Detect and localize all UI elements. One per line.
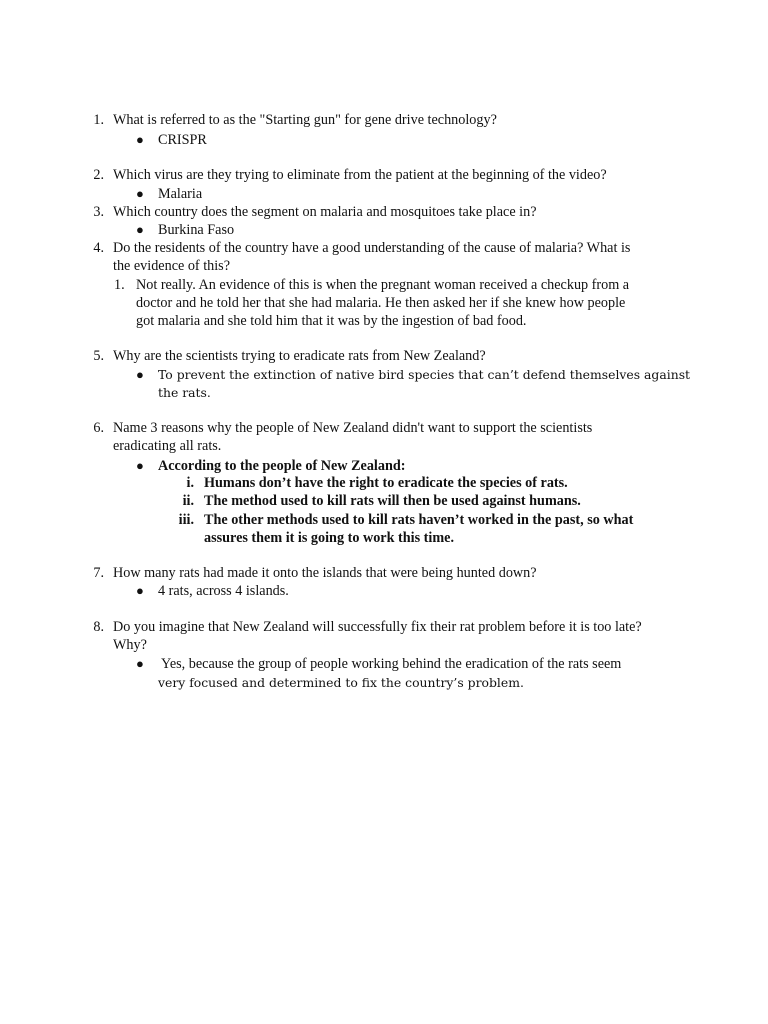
answer-text: To prevent the extinction of native bird species that can’t defend themselves against <box>158 367 691 382</box>
reason-numeral: iii. <box>178 512 194 528</box>
question-text: How many rats had made it onto the islands that were being hunted down? <box>113 565 537 581</box>
answer-text: According to the people of New Zealand: <box>158 458 406 474</box>
answer-text: Burkina Faso <box>158 222 235 238</box>
reason-text: assures them it is going to work this time. <box>204 530 454 546</box>
answer-text: doctor and he told her that she had malaria. He then asked her if she knew how people <box>136 295 626 311</box>
bullet-icon: ● <box>136 222 144 237</box>
question-number: 8. <box>93 619 104 635</box>
question-text: What is referred to as the "Starting gun" for gene drive technology? <box>113 112 497 128</box>
answer-text: 4 rats, across 4 islands. <box>158 583 289 599</box>
bullet-icon: ● <box>136 583 144 598</box>
answer-text: very focused and determined to fix the country’s problem. <box>158 675 524 690</box>
bullet-icon: ● <box>136 186 144 201</box>
question-text: Name 3 reasons why the people of New Zealand didn't want to support the scientists <box>113 420 593 436</box>
sub-answer-number: 1. <box>114 277 125 293</box>
question-text: Why are the scientists trying to eradicate rats from New Zealand? <box>113 348 486 364</box>
question-text: Which virus are they trying to eliminate from the patient at the beginning of the video? <box>113 167 607 183</box>
question-text: Why? <box>113 637 147 653</box>
reason-numeral: i. <box>186 475 194 491</box>
answer-text: CRISPR <box>158 132 207 148</box>
bullet-icon: ● <box>136 656 144 671</box>
question-number: 5. <box>93 348 104 364</box>
question-number: 4. <box>93 240 104 256</box>
bullet-icon: ● <box>136 367 144 382</box>
answer-text: Yes, because the group of people working behind the eradication of the rats seem <box>158 656 622 672</box>
question-number: 6. <box>93 420 104 436</box>
question-text: eradicating all rats. <box>113 438 222 454</box>
answer-text: got malaria and she told him that it was by the ingestion of bad food. <box>136 313 527 329</box>
answer-text: Malaria <box>158 186 203 202</box>
reason-text: The method used to kill rats will then be used against humans. <box>204 493 581 509</box>
question-text: the evidence of this? <box>113 258 230 274</box>
answer-text: Not really. An evidence of this is when the pregnant woman received a checkup from a <box>136 277 630 293</box>
question-number: 7. <box>93 565 104 581</box>
answer-text: the rats. <box>158 385 211 400</box>
question-text: Do the residents of the country have a good understanding of the cause of malaria? What is <box>113 240 631 256</box>
reason-text: The other methods used to kill rats haven’t worked in the past, so what <box>204 512 634 528</box>
question-number: 1. <box>93 112 104 128</box>
question-number: 2. <box>93 167 104 183</box>
bullet-icon: ● <box>136 458 144 473</box>
bullet-icon: ● <box>136 132 144 147</box>
question-number: 3. <box>93 204 104 220</box>
question-text: Do you imagine that New Zealand will successfully fix their rat problem before it is too late? <box>113 619 642 635</box>
reason-text: Humans don’t have the right to eradicate the species of rats. <box>204 475 568 491</box>
reason-numeral: ii. <box>182 493 194 509</box>
question-text: Which country does the segment on malaria and mosquitoes take place in? <box>113 204 537 220</box>
